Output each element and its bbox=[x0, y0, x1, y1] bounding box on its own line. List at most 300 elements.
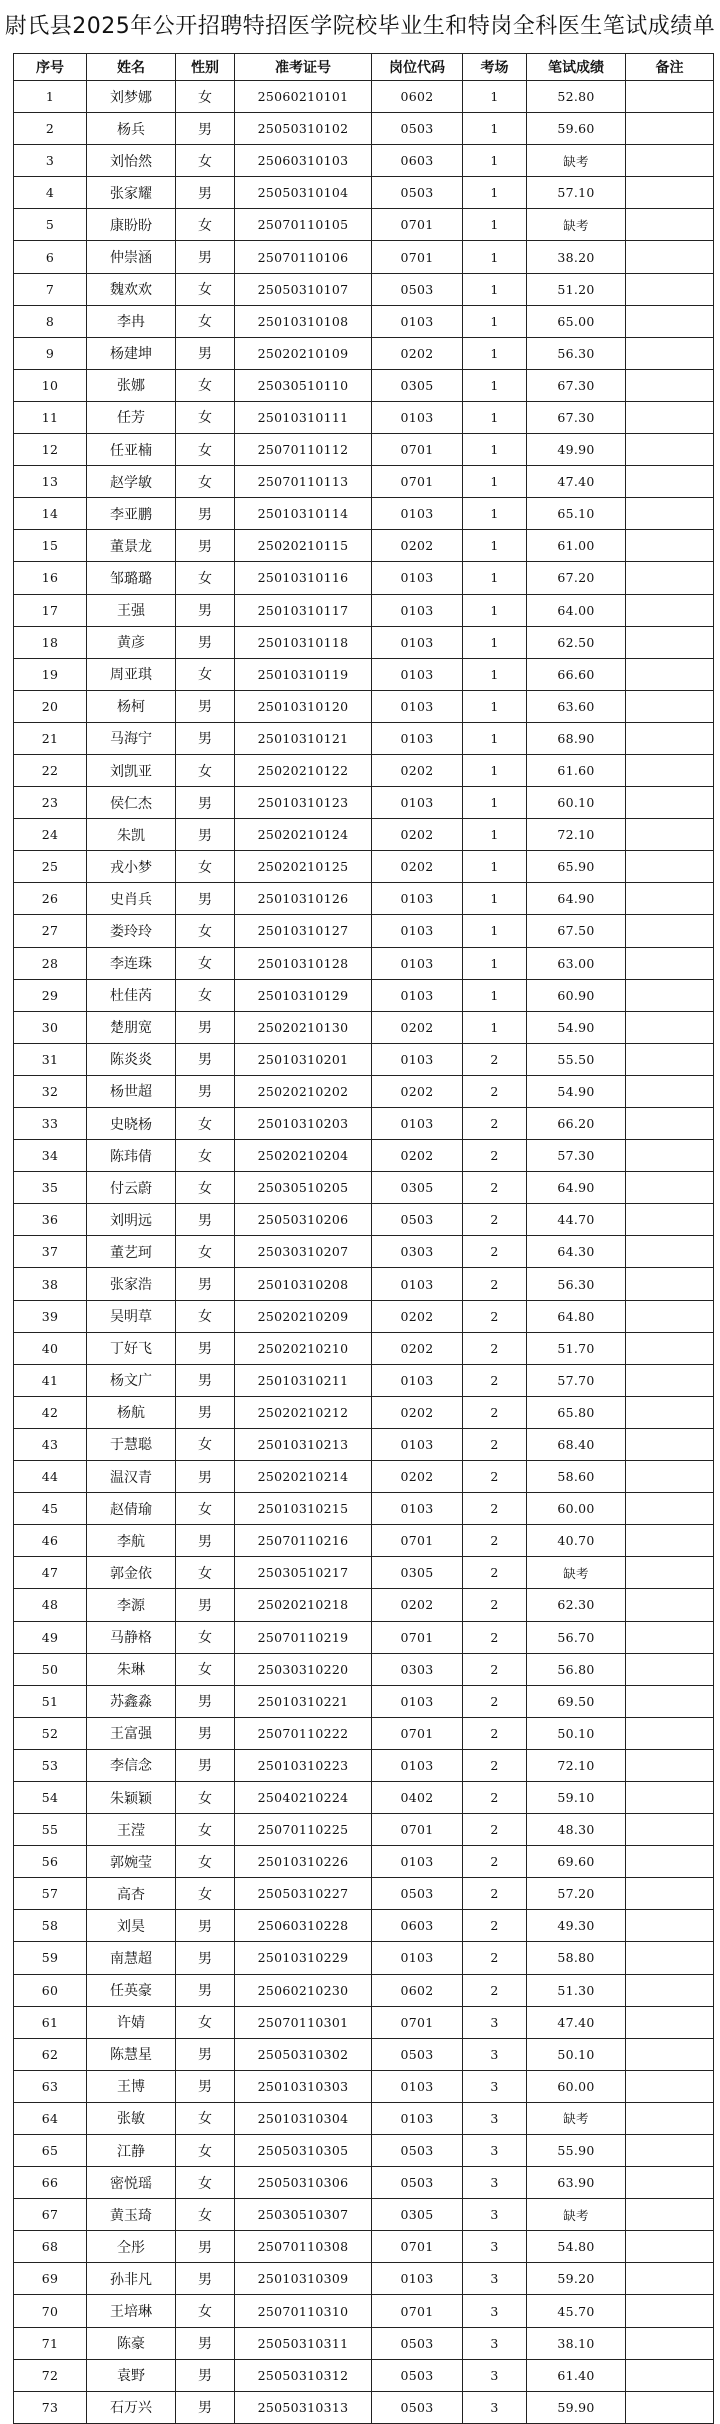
cell-ticket-number: 25030310220 bbox=[235, 1653, 372, 1685]
cell-name: 陈豪 bbox=[87, 2327, 176, 2359]
cell-exam-room: 1 bbox=[463, 594, 527, 626]
cell-serial: 42 bbox=[14, 1396, 87, 1428]
cell-serial: 41 bbox=[14, 1364, 87, 1396]
cell-ticket-number: 25050310313 bbox=[235, 2391, 372, 2423]
cell-exam-room: 1 bbox=[463, 690, 527, 722]
cell-written-score: 65.00 bbox=[527, 305, 626, 337]
cell-ticket-number: 25020210109 bbox=[235, 337, 372, 369]
cell-remarks bbox=[626, 819, 714, 851]
cell-serial: 25 bbox=[14, 851, 87, 883]
cell-gender: 男 bbox=[176, 2391, 235, 2423]
cell-written-score: 51.70 bbox=[527, 1332, 626, 1364]
table-row bbox=[14, 337, 714, 369]
cell-position-code: 0603 bbox=[372, 1910, 463, 1942]
table-row bbox=[14, 626, 714, 658]
cell-ticket-number: 25050310312 bbox=[235, 2359, 372, 2391]
cell-ticket-number: 25030310207 bbox=[235, 1236, 372, 1268]
cell-position-code: 0103 bbox=[372, 498, 463, 530]
cell-serial: 7 bbox=[14, 273, 87, 305]
cell-gender: 男 bbox=[176, 1974, 235, 2006]
table-row bbox=[14, 1525, 714, 1557]
cell-name: 董艺珂 bbox=[87, 1236, 176, 1268]
cell-gender: 女 bbox=[176, 1814, 235, 1846]
table-row bbox=[14, 2070, 714, 2102]
cell-name: 温汉青 bbox=[87, 1461, 176, 1493]
cell-remarks bbox=[626, 1236, 714, 1268]
cell-remarks bbox=[626, 658, 714, 690]
table-row bbox=[14, 1942, 714, 1974]
cell-exam-room: 1 bbox=[463, 498, 527, 530]
cell-remarks bbox=[626, 1749, 714, 1781]
table-row bbox=[14, 1846, 714, 1878]
cell-name: 黄彦 bbox=[87, 626, 176, 658]
cell-gender: 男 bbox=[176, 177, 235, 209]
cell-position-code: 0202 bbox=[372, 754, 463, 786]
cell-name: 杨世超 bbox=[87, 1075, 176, 1107]
cell-position-code: 0103 bbox=[372, 947, 463, 979]
cell-written-score: 47.40 bbox=[527, 466, 626, 498]
cell-exam-room: 1 bbox=[463, 209, 527, 241]
cell-written-score: 62.30 bbox=[527, 1589, 626, 1621]
cell-written-score: 57.30 bbox=[527, 1140, 626, 1172]
table-row bbox=[14, 209, 714, 241]
cell-name: 娄玲玲 bbox=[87, 915, 176, 947]
cell-exam-room: 2 bbox=[463, 1428, 527, 1460]
cell-serial: 43 bbox=[14, 1428, 87, 1460]
cell-written-score: 60.10 bbox=[527, 787, 626, 819]
table-row bbox=[14, 1749, 714, 1781]
cell-name: 江静 bbox=[87, 2135, 176, 2167]
cell-gender: 男 bbox=[176, 1364, 235, 1396]
cell-gender: 男 bbox=[176, 113, 235, 145]
cell-serial: 23 bbox=[14, 787, 87, 819]
header-position-code: 岗位代码 bbox=[372, 54, 463, 81]
cell-name: 郭婉莹 bbox=[87, 1846, 176, 1878]
cell-serial: 47 bbox=[14, 1557, 87, 1589]
cell-remarks bbox=[626, 754, 714, 786]
table-row bbox=[14, 562, 714, 594]
table-row bbox=[14, 498, 714, 530]
cell-remarks bbox=[626, 1461, 714, 1493]
cell-serial: 69 bbox=[14, 2263, 87, 2295]
cell-written-score: 58.60 bbox=[527, 1461, 626, 1493]
table-row bbox=[14, 2199, 714, 2231]
cell-position-code: 0103 bbox=[372, 1428, 463, 1460]
cell-remarks bbox=[626, 1140, 714, 1172]
cell-ticket-number: 25050310107 bbox=[235, 273, 372, 305]
cell-serial: 28 bbox=[14, 947, 87, 979]
table-row bbox=[14, 466, 714, 498]
cell-remarks bbox=[626, 305, 714, 337]
cell-name: 李源 bbox=[87, 1589, 176, 1621]
cell-position-code: 0202 bbox=[372, 530, 463, 562]
cell-position-code: 0103 bbox=[372, 594, 463, 626]
cell-ticket-number: 25050310306 bbox=[235, 2167, 372, 2199]
cell-ticket-number: 25020210130 bbox=[235, 1011, 372, 1043]
cell-name: 任英豪 bbox=[87, 1974, 176, 2006]
cell-remarks bbox=[626, 1942, 714, 1974]
cell-exam-room: 1 bbox=[463, 915, 527, 947]
cell-name: 张家耀 bbox=[87, 177, 176, 209]
cell-ticket-number: 25060310228 bbox=[235, 1910, 372, 1942]
cell-remarks bbox=[626, 1396, 714, 1428]
cell-gender: 女 bbox=[176, 81, 235, 113]
cell-remarks bbox=[626, 1974, 714, 2006]
table-row bbox=[14, 2359, 714, 2391]
cell-written-score: 59.60 bbox=[527, 113, 626, 145]
cell-exam-room: 3 bbox=[463, 2231, 527, 2263]
cell-ticket-number: 25070110113 bbox=[235, 466, 372, 498]
cell-ticket-number: 25010310208 bbox=[235, 1268, 372, 1300]
cell-serial: 71 bbox=[14, 2327, 87, 2359]
table-row bbox=[14, 1781, 714, 1813]
cell-exam-room: 1 bbox=[463, 754, 527, 786]
cell-gender: 女 bbox=[176, 369, 235, 401]
cell-serial: 33 bbox=[14, 1108, 87, 1140]
cell-serial: 68 bbox=[14, 2231, 87, 2263]
cell-written-score: 45.70 bbox=[527, 2295, 626, 2327]
cell-written-score: 49.90 bbox=[527, 434, 626, 466]
cell-remarks bbox=[626, 690, 714, 722]
cell-exam-room: 3 bbox=[463, 2167, 527, 2199]
cell-ticket-number: 25070110301 bbox=[235, 2006, 372, 2038]
cell-ticket-number: 25070110112 bbox=[235, 434, 372, 466]
cell-position-code: 0103 bbox=[372, 883, 463, 915]
table-row bbox=[14, 2006, 714, 2038]
cell-position-code: 0202 bbox=[372, 1075, 463, 1107]
cell-ticket-number: 25010310119 bbox=[235, 658, 372, 690]
header-serial: 序号 bbox=[14, 54, 87, 81]
cell-exam-room: 2 bbox=[463, 1204, 527, 1236]
cell-serial: 24 bbox=[14, 819, 87, 851]
cell-position-code: 0503 bbox=[372, 2135, 463, 2167]
cell-exam-room: 2 bbox=[463, 1043, 527, 1075]
cell-written-score: 38.10 bbox=[527, 2327, 626, 2359]
cell-remarks bbox=[626, 2263, 714, 2295]
cell-gender: 女 bbox=[176, 2006, 235, 2038]
cell-name: 郭金依 bbox=[87, 1557, 176, 1589]
cell-position-code: 0103 bbox=[372, 787, 463, 819]
cell-position-code: 0303 bbox=[372, 1653, 463, 1685]
cell-written-score: 52.80 bbox=[527, 81, 626, 113]
cell-remarks bbox=[626, 337, 714, 369]
cell-gender: 女 bbox=[176, 658, 235, 690]
table-row bbox=[14, 1589, 714, 1621]
cell-gender: 女 bbox=[176, 1428, 235, 1460]
cell-name: 王博 bbox=[87, 2070, 176, 2102]
cell-remarks bbox=[626, 2006, 714, 2038]
cell-gender: 女 bbox=[176, 754, 235, 786]
cell-exam-room: 2 bbox=[463, 1108, 527, 1140]
cell-name: 王强 bbox=[87, 594, 176, 626]
cell-written-score: 65.90 bbox=[527, 851, 626, 883]
cell-position-code: 0503 bbox=[372, 1204, 463, 1236]
table-row bbox=[14, 2391, 714, 2423]
cell-gender: 女 bbox=[176, 2295, 235, 2327]
cell-name: 周亚琪 bbox=[87, 658, 176, 690]
cell-position-code: 0602 bbox=[372, 1974, 463, 2006]
cell-exam-room: 2 bbox=[463, 1396, 527, 1428]
cell-exam-room: 2 bbox=[463, 1364, 527, 1396]
cell-gender: 女 bbox=[176, 2102, 235, 2134]
cell-remarks bbox=[626, 1846, 714, 1878]
cell-position-code: 0503 bbox=[372, 2167, 463, 2199]
table-row bbox=[14, 1011, 714, 1043]
header-remarks: 备注 bbox=[626, 54, 714, 81]
cell-written-score: 64.90 bbox=[527, 1172, 626, 1204]
table-row bbox=[14, 787, 714, 819]
cell-name: 马海宁 bbox=[87, 722, 176, 754]
cell-gender: 男 bbox=[176, 1589, 235, 1621]
cell-remarks bbox=[626, 1621, 714, 1653]
cell-exam-room: 3 bbox=[463, 2295, 527, 2327]
cell-serial: 53 bbox=[14, 1749, 87, 1781]
cell-ticket-number: 25010310127 bbox=[235, 915, 372, 947]
cell-position-code: 0503 bbox=[372, 1878, 463, 1910]
cell-gender: 男 bbox=[176, 1268, 235, 1300]
cell-remarks bbox=[626, 1332, 714, 1364]
cell-exam-room: 3 bbox=[463, 2070, 527, 2102]
cell-exam-room: 1 bbox=[463, 562, 527, 594]
cell-position-code: 0701 bbox=[372, 209, 463, 241]
cell-remarks bbox=[626, 1268, 714, 1300]
cell-ticket-number: 25010310123 bbox=[235, 787, 372, 819]
cell-written-score: 59.10 bbox=[527, 1781, 626, 1813]
cell-gender: 女 bbox=[176, 851, 235, 883]
cell-written-score: 56.30 bbox=[527, 1268, 626, 1300]
table-row bbox=[14, 81, 714, 113]
cell-serial: 21 bbox=[14, 722, 87, 754]
cell-written-score: 67.30 bbox=[527, 401, 626, 433]
cell-gender: 男 bbox=[176, 1685, 235, 1717]
cell-exam-room: 1 bbox=[463, 241, 527, 273]
cell-written-score: 57.20 bbox=[527, 1878, 626, 1910]
cell-serial: 40 bbox=[14, 1332, 87, 1364]
cell-gender: 男 bbox=[176, 2327, 235, 2359]
cell-position-code: 0602 bbox=[372, 81, 463, 113]
table-row bbox=[14, 947, 714, 979]
table-row bbox=[14, 401, 714, 433]
cell-gender: 男 bbox=[176, 1332, 235, 1364]
cell-written-score: 缺考 bbox=[527, 145, 626, 177]
cell-gender: 女 bbox=[176, 1300, 235, 1332]
cell-exam-room: 1 bbox=[463, 369, 527, 401]
cell-remarks bbox=[626, 2327, 714, 2359]
cell-remarks bbox=[626, 1364, 714, 1396]
table-row bbox=[14, 2167, 714, 2199]
cell-position-code: 0103 bbox=[372, 2070, 463, 2102]
table-row bbox=[14, 915, 714, 947]
cell-remarks bbox=[626, 1204, 714, 1236]
cell-exam-room: 1 bbox=[463, 530, 527, 562]
cell-ticket-number: 25010310114 bbox=[235, 498, 372, 530]
cell-ticket-number: 25020210122 bbox=[235, 754, 372, 786]
cell-exam-room: 1 bbox=[463, 787, 527, 819]
cell-position-code: 0603 bbox=[372, 145, 463, 177]
cell-ticket-number: 25010310215 bbox=[235, 1493, 372, 1525]
cell-remarks bbox=[626, 947, 714, 979]
cell-written-score: 61.60 bbox=[527, 754, 626, 786]
cell-name: 戎小梦 bbox=[87, 851, 176, 883]
cell-written-score: 59.20 bbox=[527, 2263, 626, 2295]
cell-name: 孙非凡 bbox=[87, 2263, 176, 2295]
cell-exam-room: 1 bbox=[463, 626, 527, 658]
cell-ticket-number: 25070110310 bbox=[235, 2295, 372, 2327]
cell-gender: 男 bbox=[176, 1043, 235, 1075]
cell-ticket-number: 25030510205 bbox=[235, 1172, 372, 1204]
cell-written-score: 64.90 bbox=[527, 883, 626, 915]
cell-remarks bbox=[626, 851, 714, 883]
cell-ticket-number: 25010310120 bbox=[235, 690, 372, 722]
table-row bbox=[14, 851, 714, 883]
cell-ticket-number: 25050310305 bbox=[235, 2135, 372, 2167]
cell-remarks bbox=[626, 626, 714, 658]
cell-exam-room: 2 bbox=[463, 1461, 527, 1493]
cell-gender: 女 bbox=[176, 1493, 235, 1525]
cell-position-code: 0103 bbox=[372, 1493, 463, 1525]
cell-ticket-number: 25020210209 bbox=[235, 1300, 372, 1332]
cell-remarks bbox=[626, 2102, 714, 2134]
cell-name: 康盼盼 bbox=[87, 209, 176, 241]
cell-position-code: 0202 bbox=[372, 1011, 463, 1043]
cell-ticket-number: 25040210224 bbox=[235, 1781, 372, 1813]
cell-written-score: 61.40 bbox=[527, 2359, 626, 2391]
table-row bbox=[14, 2135, 714, 2167]
cell-written-score: 63.00 bbox=[527, 947, 626, 979]
cell-serial: 59 bbox=[14, 1942, 87, 1974]
cell-position-code: 0305 bbox=[372, 369, 463, 401]
cell-name: 陈炎炎 bbox=[87, 1043, 176, 1075]
cell-ticket-number: 25070110106 bbox=[235, 241, 372, 273]
cell-gender: 女 bbox=[176, 2167, 235, 2199]
cell-ticket-number: 25010310213 bbox=[235, 1428, 372, 1460]
cell-exam-room: 1 bbox=[463, 851, 527, 883]
cell-written-score: 56.70 bbox=[527, 1621, 626, 1653]
cell-ticket-number: 25020210214 bbox=[235, 1461, 372, 1493]
cell-ticket-number: 25010310203 bbox=[235, 1108, 372, 1140]
table-row bbox=[14, 1140, 714, 1172]
cell-serial: 49 bbox=[14, 1621, 87, 1653]
cell-position-code: 0701 bbox=[372, 434, 463, 466]
cell-ticket-number: 25020210204 bbox=[235, 1140, 372, 1172]
cell-serial: 44 bbox=[14, 1461, 87, 1493]
cell-position-code: 0103 bbox=[372, 1268, 463, 1300]
cell-written-score: 40.70 bbox=[527, 1525, 626, 1557]
cell-exam-room: 2 bbox=[463, 1172, 527, 1204]
table-row bbox=[14, 1717, 714, 1749]
cell-serial: 35 bbox=[14, 1172, 87, 1204]
cell-remarks bbox=[626, 1781, 714, 1813]
cell-gender: 女 bbox=[176, 1846, 235, 1878]
cell-name: 苏鑫淼 bbox=[87, 1685, 176, 1717]
cell-serial: 11 bbox=[14, 401, 87, 433]
header-gender: 性别 bbox=[176, 54, 235, 81]
table-row bbox=[14, 273, 714, 305]
cell-remarks bbox=[626, 466, 714, 498]
cell-written-score: 65.80 bbox=[527, 1396, 626, 1428]
cell-remarks bbox=[626, 1685, 714, 1717]
table-row bbox=[14, 369, 714, 401]
cell-name: 石万兴 bbox=[87, 2391, 176, 2423]
cell-ticket-number: 25010310118 bbox=[235, 626, 372, 658]
cell-written-score: 38.20 bbox=[527, 241, 626, 273]
cell-position-code: 0202 bbox=[372, 1396, 463, 1428]
cell-exam-room: 2 bbox=[463, 1878, 527, 1910]
cell-position-code: 0103 bbox=[372, 562, 463, 594]
cell-exam-room: 1 bbox=[463, 819, 527, 851]
cell-written-score: 44.70 bbox=[527, 1204, 626, 1236]
cell-serial: 56 bbox=[14, 1846, 87, 1878]
cell-ticket-number: 25070110308 bbox=[235, 2231, 372, 2263]
cell-name: 赵倩瑜 bbox=[87, 1493, 176, 1525]
cell-gender: 女 bbox=[176, 1621, 235, 1653]
table-row bbox=[14, 145, 714, 177]
cell-name: 丁好飞 bbox=[87, 1332, 176, 1364]
cell-position-code: 0103 bbox=[372, 1749, 463, 1781]
cell-serial: 61 bbox=[14, 2006, 87, 2038]
cell-gender: 女 bbox=[176, 915, 235, 947]
cell-ticket-number: 25020210202 bbox=[235, 1075, 372, 1107]
cell-ticket-number: 25060210101 bbox=[235, 81, 372, 113]
cell-position-code: 0103 bbox=[372, 401, 463, 433]
cell-position-code: 0103 bbox=[372, 1685, 463, 1717]
cell-exam-room: 3 bbox=[463, 2359, 527, 2391]
cell-remarks bbox=[626, 1043, 714, 1075]
cell-gender: 男 bbox=[176, 626, 235, 658]
cell-serial: 67 bbox=[14, 2199, 87, 2231]
cell-ticket-number: 25010310226 bbox=[235, 1846, 372, 1878]
cell-name: 朱凯 bbox=[87, 819, 176, 851]
cell-position-code: 0305 bbox=[372, 1172, 463, 1204]
cell-exam-room: 2 bbox=[463, 1685, 527, 1717]
cell-exam-room: 1 bbox=[463, 401, 527, 433]
table-row bbox=[14, 979, 714, 1011]
cell-remarks bbox=[626, 209, 714, 241]
cell-position-code: 0305 bbox=[372, 1557, 463, 1589]
cell-name: 杨兵 bbox=[87, 113, 176, 145]
cell-gender: 女 bbox=[176, 401, 235, 433]
cell-serial: 64 bbox=[14, 2102, 87, 2134]
cell-gender: 男 bbox=[176, 530, 235, 562]
cell-remarks bbox=[626, 2359, 714, 2391]
cell-exam-room: 2 bbox=[463, 1557, 527, 1589]
cell-position-code: 0701 bbox=[372, 2295, 463, 2327]
cell-ticket-number: 25050310311 bbox=[235, 2327, 372, 2359]
table-row bbox=[14, 1364, 714, 1396]
table-row bbox=[14, 1814, 714, 1846]
cell-exam-room: 1 bbox=[463, 305, 527, 337]
cell-remarks bbox=[626, 2199, 714, 2231]
cell-gender: 男 bbox=[176, 1396, 235, 1428]
cell-gender: 女 bbox=[176, 562, 235, 594]
cell-ticket-number: 25010310201 bbox=[235, 1043, 372, 1075]
cell-remarks bbox=[626, 2391, 714, 2423]
cell-ticket-number: 25060210230 bbox=[235, 1974, 372, 2006]
cell-name: 杨建坤 bbox=[87, 337, 176, 369]
cell-exam-room: 2 bbox=[463, 1621, 527, 1653]
cell-ticket-number: 25070110222 bbox=[235, 1717, 372, 1749]
cell-gender: 女 bbox=[176, 305, 235, 337]
cell-written-score: 68.40 bbox=[527, 1428, 626, 1460]
cell-gender: 女 bbox=[176, 466, 235, 498]
cell-written-score: 54.90 bbox=[527, 1075, 626, 1107]
cell-gender: 男 bbox=[176, 1075, 235, 1107]
table-row bbox=[14, 1461, 714, 1493]
cell-remarks bbox=[626, 1428, 714, 1460]
cell-name: 袁野 bbox=[87, 2359, 176, 2391]
cell-remarks bbox=[626, 273, 714, 305]
cell-serial: 52 bbox=[14, 1717, 87, 1749]
